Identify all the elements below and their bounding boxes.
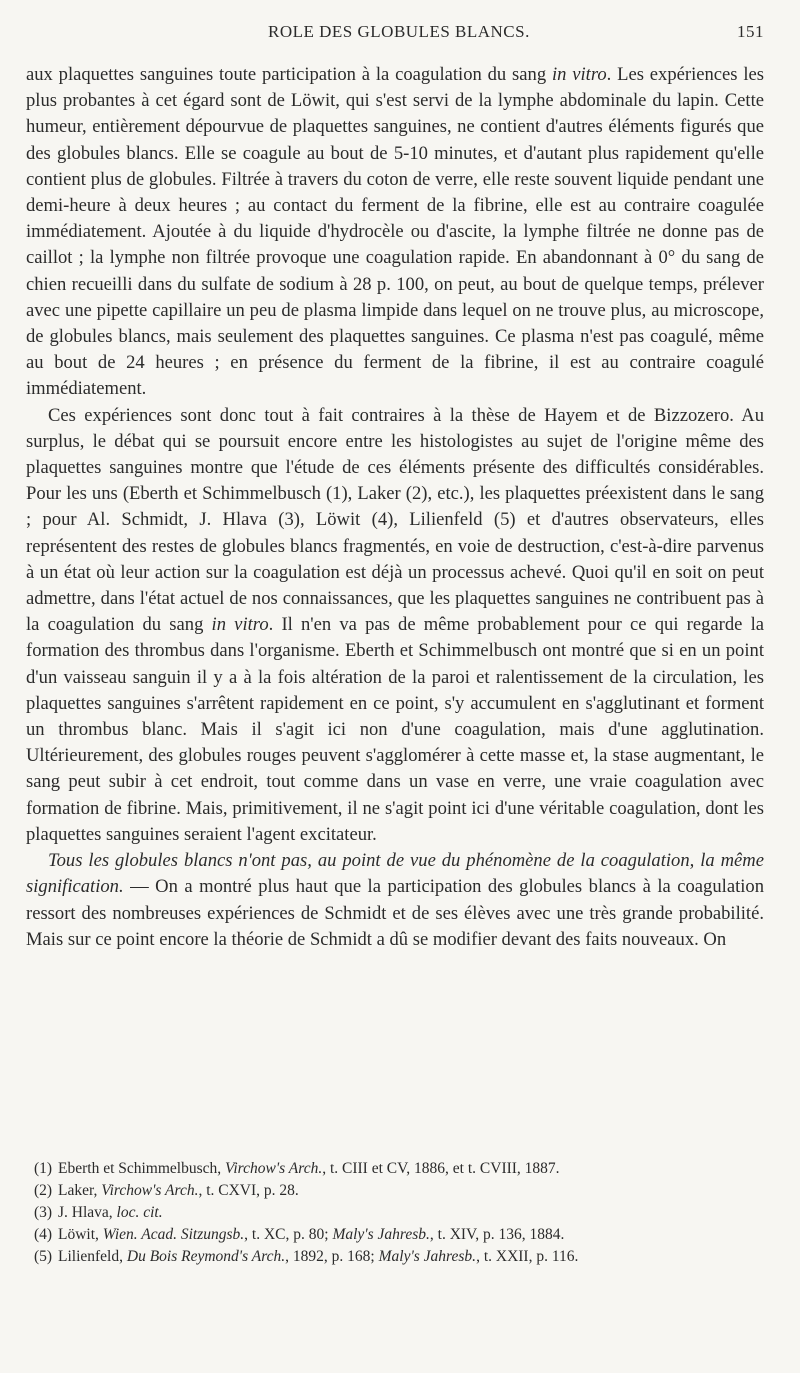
- text-run: Lilienfeld,: [58, 1248, 127, 1265]
- text-run: , t. XIV, p. 136, 1884.: [429, 1226, 565, 1243]
- footnotes: [26, 1158, 764, 1268]
- text-run: J. Hlava,: [58, 1204, 117, 1221]
- italic-text: Wien. Acad. Sitzungsb.: [102, 1226, 245, 1243]
- footnote-1: [26, 1158, 764, 1180]
- paragraph-2: [26, 403, 764, 848]
- text-run: , 1892, p. 168;: [285, 1248, 379, 1265]
- text-run: Ces expériences sont donc tout à fait contraires à la thèse de Hayem et de Bizzozero. Au surplus, le débat qui se poursuit encore entre les histologistes au sujet de l'origine même des plaquettes sanguines montre que l'étude de ces éléments présente des difficultés considérables. Pour les uns (Eberth et Schimmelbusch (1), Laker (2), etc.), les plaquettes préexistent dans le sang ; pour Al. Schmidt, J. Hlava (3), Löwit (4), Lilienfeld (5) et d'autres observateurs, elles représentent des restes de globules blancs fragmentés, en voie de destruction, c'est-à-dire parvenus à un état où leur action sur la coagulation est déjà un processus achevé. Quoi qu'il en soit on peut admettre, dans l'état actuel de nos connaissances, que les plaquettes sanguines ne contribuent pas à la coagulation du sang: [26, 404, 764, 636]
- page-number: 151: [737, 22, 764, 41]
- text-run: Laker,: [58, 1182, 102, 1199]
- italic-text: Du Bois Reymond's Arch.: [126, 1248, 286, 1265]
- text-run: — On a montré plus haut que la participation des globules blancs à la coagulation ressort des nombreuses expériences de Schmidt et de ses élèves avec une très grande probabilité. Mais sur ce point encore la théorie de Schmidt a dû se modifier devant des faits nouveaux. On: [26, 876, 764, 950]
- footnote-5: [26, 1246, 764, 1268]
- paragraph-1: [26, 62, 764, 403]
- italic-text: in vitro: [211, 614, 269, 636]
- footnote-number: (5): [34, 1248, 53, 1265]
- italic-text: in vitro: [551, 64, 607, 85]
- footnote-number: (1): [34, 1160, 53, 1177]
- footnote-3: [26, 1202, 764, 1224]
- text-run: , t. CXVI, p. 28.: [198, 1182, 299, 1199]
- paragraph-3: [26, 848, 764, 953]
- text-run: , t. CIII et CV, 1886, et t. CVIII, 1887.: [322, 1160, 560, 1177]
- page-header: [26, 22, 764, 48]
- text-run: . Les expériences les plus probantes à cet égard sont de Löwit, qui s'est servi de la lymphe abdominale du lapin. Cette humeur, entièrement dépourvue de plaquettes sanguines, ne contient d'autres éléments figurés que des globules blancs. Elle se coagule au bout de 5-10 minutes, et d'autant plus rapidement qu'elle contient plus de globules. Filtrée à travers du coton de verre, elle reste souvent liquide pendant une demi-heure à deux heures ; au contact du ferment de la fibrine, elle est au contraire coagulée immédiatement. Ajoutée à du liquide d'hydrocèle ou d'ascite, la lymphe filtrée ne donne pas de caillot ; la lymphe non filtrée provoque une coagulation rapide. En abandonnant à 0° du sang de chien recueilli dans du sulfate de sodium à 28 p. 100, on peut, au bout de quelque temps, prélever avec une pipette capillaire un peu de plasma limpide dans lequel on ne trouve plus, au microscope, de globules blancs, mais seulement des plaquettes sanguines. Ce plasma n'est pas coagulé, même au bout de 24 heures ; en présence du ferment de la fibrine, il est au contraire coagulé immédiatement.: [26, 64, 765, 400]
- text-run: Löwit,: [58, 1226, 103, 1243]
- running-title: ROLE DES GLOBULES BLANCS.: [268, 22, 530, 41]
- text-run: aux plaquettes sanguines toute participation à la coagulation du sang: [26, 64, 552, 85]
- text-run: . Il n'en va pas de même probablement pour ce qui regarde la formation des thrombus dans l'organisme. Eberth et Schimmelbusch ont montré que si en un point d'un vaisseau sanguin il y a à la fois altération de la paroi et ralentissement de la circulation, les plaquettes sanguines s'arrêtent rapidement en ce point, s'y accumulent en s'agglutinant et forment un thrombus blanc. Mais il s'agit ici non d'une coagulation, mais d'une agglutination. Ultérieurement, des globules rouges peuvent s'agglomérer à cette masse et, la stase augmentant, le sang peut subir à cet endroit, tout comme dans un vase en verre, une vraie coagulation avec formation de fibrine. Mais, primitivement, il ne s'agit point ici d'une véritable coagulation, dont les plaquettes sanguines seraient l'agent excitateur.: [26, 614, 764, 845]
- italic-text: loc. cit.: [116, 1204, 163, 1221]
- footnote-number: (4): [34, 1226, 53, 1243]
- italic-text: Virchow's Arch.: [101, 1182, 199, 1199]
- italic-text: Tous les globules blancs n'ont pas, au point de vue du phénomène de la coagulation, la même signification.: [26, 850, 764, 898]
- body-text: [26, 62, 764, 953]
- italic-text: Maly's Jahresb.: [332, 1226, 430, 1243]
- italic-text: Virchow's Arch.: [225, 1160, 323, 1177]
- text-run: , t. XC, p. 80;: [244, 1226, 333, 1243]
- footnote-number: (2): [34, 1182, 53, 1199]
- text-run: , t. XXII, p. 116.: [476, 1248, 579, 1265]
- italic-text: Maly's Jahresb.: [378, 1248, 477, 1265]
- text-run: Eberth et Schimmelbusch,: [58, 1160, 226, 1177]
- footnote-2: [26, 1180, 764, 1202]
- footnote-number: (3): [34, 1204, 53, 1221]
- footnote-4: [26, 1224, 764, 1246]
